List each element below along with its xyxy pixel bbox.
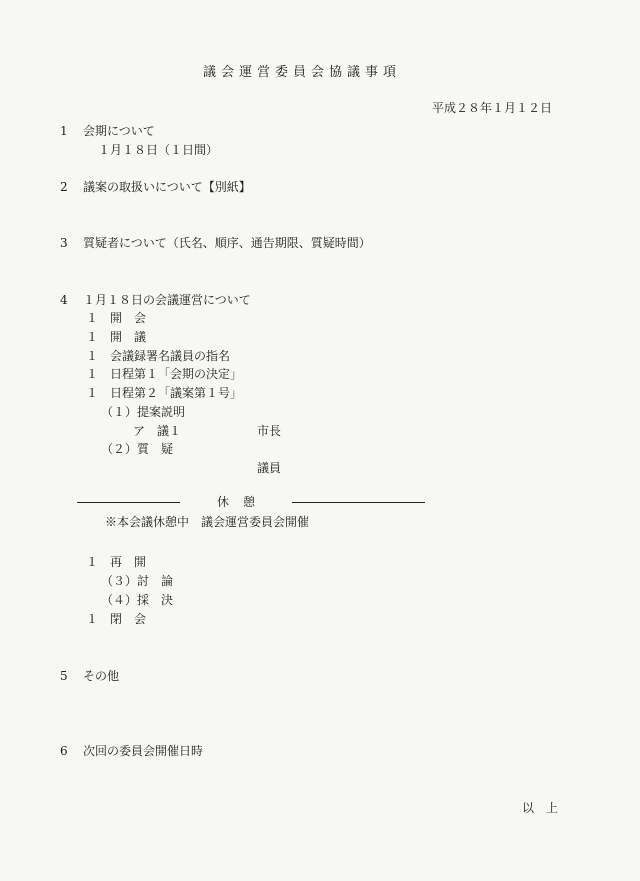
agenda-debate: （３）討 論 [101,574,174,588]
item-4-number: 4 [60,293,68,307]
item-5-heading: その他 [83,669,120,683]
agenda-proposal-explanation: （１）提案説明 [101,405,186,419]
closing-mark: 以 上 [522,801,559,815]
item-1-sub: １月１８日（１日間） [98,143,219,157]
agenda-bill-1-presenter: 市長 [257,424,282,438]
item-1-number: 1 [60,124,68,138]
recess-rule-right [292,502,425,503]
agenda-closing: １ 閉 会 [86,612,147,626]
agenda-opening: １ 開 会 [86,311,147,325]
item-6-heading: 次回の委員会開催日時 [83,744,204,758]
item-3-heading: 質疑者について（氏名、順序、通告期限、質疑時間） [83,236,371,250]
recess-label: 休 憩 [217,495,257,509]
agenda-session-start: １ 開 議 [86,330,147,344]
item-2-heading: 議案の取扱いについて【別紙】 [83,180,251,194]
item-5-number: 5 [60,669,68,683]
item-3-number: 3 [60,236,68,250]
item-2-number: 2 [60,180,68,194]
item-1-heading: 会期について [83,124,155,138]
document-date: 平成２８年１月１２日 [432,101,553,115]
document-title: 議会運営委員会協議事項 [203,65,402,80]
agenda-vote: （４）採 決 [101,593,174,607]
agenda-schedule-2: １ 日程第２「議案第１号」 [86,386,243,400]
agenda-questions-by: 議員 [257,461,282,475]
agenda-resume: １ 再 開 [86,555,147,569]
recess-note: ※本会議休憩中 議会運営委員会開催 [105,515,310,529]
agenda-signatory-designation: １ 会議録署名議員の指名 [86,349,231,363]
item-6-number: 6 [60,744,68,758]
agenda-schedule-1: １ 日程第１「会期の決定」 [86,367,243,381]
recess-rule-left [77,502,180,503]
agenda-bill-1: ア 議１ [133,424,182,438]
agenda-questions: （２）質 疑 [101,442,174,456]
item-4-heading: １月１８日の会議運営について [83,293,251,307]
